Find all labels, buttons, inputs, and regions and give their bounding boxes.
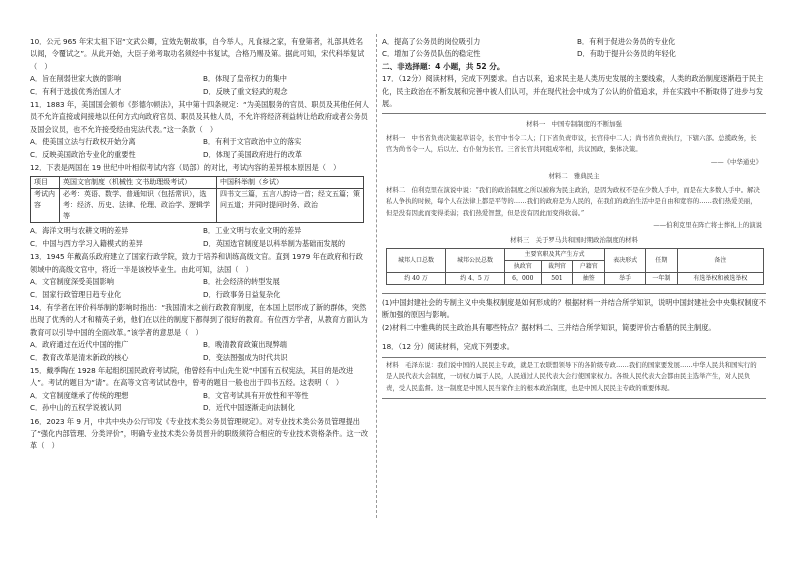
table-cell: 一年制	[646, 272, 678, 284]
option-d: D．英国选官制度是以科举制为基础而发展的	[203, 238, 346, 248]
option-d: D．体现了美国政府进行的改革	[203, 149, 302, 159]
table-header: 中国科举制（乡试）	[217, 177, 364, 189]
question-17-task-1: (1)中国封建社会的专制主义中央集权制度是如何形成的？根据材料一并结合所学知识，说明中国封建社会中央集权制度不断加强的原因与影响。	[382, 297, 766, 320]
table-row	[387, 272, 764, 284]
table-row-label: 考试内容	[31, 189, 60, 223]
option-a: A．文官制度深受美国影响	[30, 277, 114, 287]
question-13	[30, 251, 370, 301]
question-18	[382, 341, 766, 399]
option-d: D．近代中国逐渐走向法制化	[203, 403, 295, 413]
option-b: B．体现了皇帝权力的集中	[203, 74, 287, 84]
material-2-title: 材料二 雅典民主	[548, 172, 600, 181]
option-a: A．旨在削弱世家大族的影响	[30, 74, 122, 84]
material-1-title: 材料一 中国专制制度的不断加强	[526, 120, 622, 129]
question-13-stem: 13．1945 年戴高乐政府建立了国家行政学院，致力于培养和训练高级文官。直到 1979 年在政府和行政领域中的高级文官中，将近一半是该校毕业生。由此可知，法国（ ）	[30, 252, 363, 274]
material-3-title: 材料三 关于罗马共和国时期政治制度的材料	[510, 235, 638, 244]
table-cell: 抽签	[573, 272, 605, 284]
option-a: A．海洋文明与农耕文明的差异	[30, 226, 129, 236]
question-11	[30, 99, 370, 161]
table-cell: 约 40 万	[387, 272, 446, 284]
table-header: 英国文官制度（机械性 文书助理级考试）	[60, 177, 217, 189]
right-column	[382, 36, 766, 402]
material-box	[382, 357, 766, 400]
table-header: 执政官	[504, 260, 541, 272]
option-a: A．政府通过在近代中国的推广	[30, 340, 129, 350]
option-a: A．文官制度继承了传统的理想	[30, 390, 129, 400]
material-2-source: ——伯利克里在阵亡将士葬礼上的演说	[653, 221, 762, 230]
option-d: D．反映了重文轻武的观念	[203, 86, 288, 96]
option-a: A．提高了公务员的岗位吸引力	[382, 37, 481, 46]
table-cell: 6，000	[504, 272, 541, 284]
option-c: C．国家行政管理日趋专业化	[30, 289, 122, 299]
option-b: B．有利于文官政治中立的落实	[203, 137, 302, 147]
question-17-stem: 17．（12分）阅读材料，完成下列要求。自古以来，追求民主是人类历史发展的主要线索，人类的政治制度逐渐趋于民主化，民主政治在不断发展和完善中被人们认可，并在现代社会中成为了公认的价值追求，并在实践中不断取得了进步与发展。	[382, 74, 764, 109]
question-17-task-2: (2)材料二中雅典的民主政治具有哪些特点？据材料二、三并结合所学知识，简要评价古希腊的民主制度。	[382, 322, 716, 332]
option-b: B．文官考试具有开放性和平等性	[203, 390, 309, 400]
question-12-stem: 12．下表是两国在 19 世纪中叶相似考试内容（局部）的对比，考试内容的差异根本原因是（ ）	[30, 163, 341, 173]
roman-republic-table	[386, 248, 764, 285]
question-10	[30, 36, 370, 98]
table-header: 表决形式	[605, 248, 646, 272]
table-header: 备注	[677, 248, 763, 272]
option-d: D．变法图强成为时代共识	[203, 352, 288, 362]
question-16-options	[382, 36, 766, 61]
option-b: B．晚清教育政策出现弊端	[203, 340, 287, 350]
table-cell: 必考：英语、数学、普通知识（包括常识），选考：经济、历史、法律、伦理、政治学、逻辑学等	[60, 189, 217, 223]
table-header: 户籍官	[573, 260, 605, 272]
table-cell: 约 4、5 万	[445, 272, 504, 284]
option-b: B．工业文明与农业文明的差异	[203, 226, 302, 236]
option-b: B．社会经济的转型发展	[203, 277, 280, 287]
material-box	[382, 113, 766, 294]
option-b: B．有利于促进公务员的专业化	[577, 37, 676, 46]
option-c: C．反映美国政治专业化的重要性	[30, 149, 136, 159]
question-15	[30, 365, 370, 415]
question-17	[382, 73, 766, 334]
option-c: C．有利于选拔优秀治国人才	[30, 86, 122, 96]
question-15-stem: 15．戴季陶在 1928 年起组织国民政府考试院，他曾经有中山先生说“中国有五权宪法，其目的是改进人”。考试的题目为“请”。在高等文官考试试卷中，曾考的题目一般也出于四书五经。这表明（ ）	[30, 365, 354, 388]
material-1-text: 材料一 中书省负责决策起草诏令，长官中书令二人；门下省负责审议，长官侍中二人；尚书省负责执行，下辖六部。总揽政务，长官为尚书令一人，后以左、右仆射为长官。三省长官共同组成宰相，共议国政，集体决策。	[386, 133, 757, 154]
table-header: 项目	[31, 177, 60, 189]
question-18-stem: 18．（12 分）阅读材料，完成下列要求。	[382, 342, 514, 352]
table-group-header: 主要官职及其产生方式	[504, 248, 604, 260]
material-1-source: ——《中华通史》	[710, 157, 762, 166]
option-a: A．使美国立法与行政权开始分离	[30, 137, 136, 147]
option-d: D．有助于提升公务员的年轻化	[577, 49, 676, 59]
material-text: 材料 毛泽东说：我们说中国的人民民主专政，就是工农联盟领导下的各阶级专政……我们的国家要发展……中华人民共和国实行的是人民代表大会制度，一切权力属于人民，人民通过人民代表大会行使国家权力。各级人民代表大会都由民主选举产生，对人民负责，受人民监督。这一制度是中国人民当家作主的根本政治制度，也是中国人民民主专政的重要体现。	[386, 360, 757, 392]
question-14-stem: 14．有学者在评价科举制的影响时指出：“我国清末之前行政教育制度，在本国上层形成了新的群体，突然出现了优秀的人才和精英子弟，他们在以往的制度下都得到了很好的教育。有位西方学者，从教育方面认为教育可以引导中国的全面改革。”该学者的意思是（ ）	[30, 302, 368, 337]
question-16	[30, 416, 370, 453]
question-14	[30, 302, 370, 364]
table-header: 任期	[646, 248, 678, 272]
question-16-stem: 16．2023 年 9 月，中共中央办公厅印发《专业技术类公务员管理规定》。对专业技术类公务员管理提出了“强化内部管理、分类评价”，明确专业技术类公务员晋升的职级须符合相应的专业技术资格条件。这一改革（ ）	[30, 416, 369, 451]
question-12	[30, 162, 370, 250]
option-c: C．增加了公务员队伍的稳定性	[382, 49, 481, 59]
table-cell: 有选举权和被选举权	[677, 272, 763, 284]
option-c: C．孙中山的五权学说被认同	[30, 403, 122, 413]
left-column	[30, 36, 370, 454]
comparison-table	[30, 176, 364, 223]
table-header: 城邦公民总数	[445, 248, 504, 272]
option-c: C．中国与西方学习入籍模式的差异	[30, 238, 143, 248]
table-cell: 四书文三篇，五言八韵诗一首；经文五篇；策问五道；并同时提问时务、政治	[217, 189, 364, 223]
table-header: 城邦人口总数	[387, 248, 446, 272]
table-cell: 501	[541, 272, 573, 284]
section-title: 二、非选择题：4 小题，共 52 分。	[382, 61, 505, 71]
question-10-stem: 10．公元 965 年宋太祖下诏“文武公卿，宜效先朝故事，自今举人，凡食禄之家，有登第者，礼部具姓名以闻，令覆试之”。从此开始，大臣子弟考取功名须经中书复试，合格乃赐及第。据此可知，宋代科举复试（ ）	[30, 37, 365, 71]
question-11-stem: 11．1883 年，美国国会颁布《彭德尔顿法》，其中第十四条规定：“为美国服务的官员、职员及其他任何人员不允许直接或间接地以任何方式向政府官员、职员及其他人员，不允许将经济利益转让给政府或者公务员及国会议员，也不允许接受经由宪法代表。”这一条款（ ）	[30, 100, 369, 134]
material-2-text: 材料二 伯利克里在演说中说：“我们的政治制度之所以被称为民主政治，是因为政权不是在少数人手中，而是在大多数人手中。解决私人争执的时候，每个人在法律上都是平等的……我们的政府是为人民的，在我们的政治生活中是自由和宽容的……我们热爱美丽，但是没有因此而变得柔弱；我们热爱智慧，但是没有因此而变得软弱。”	[386, 185, 760, 217]
table-header: 裁判官	[541, 260, 573, 272]
table-cell: 举手	[605, 272, 646, 284]
column-divider	[376, 34, 377, 518]
option-d: D．行政事务日益复杂化	[203, 289, 281, 299]
option-c: C．教育改革是清末新政的核心	[30, 352, 129, 362]
